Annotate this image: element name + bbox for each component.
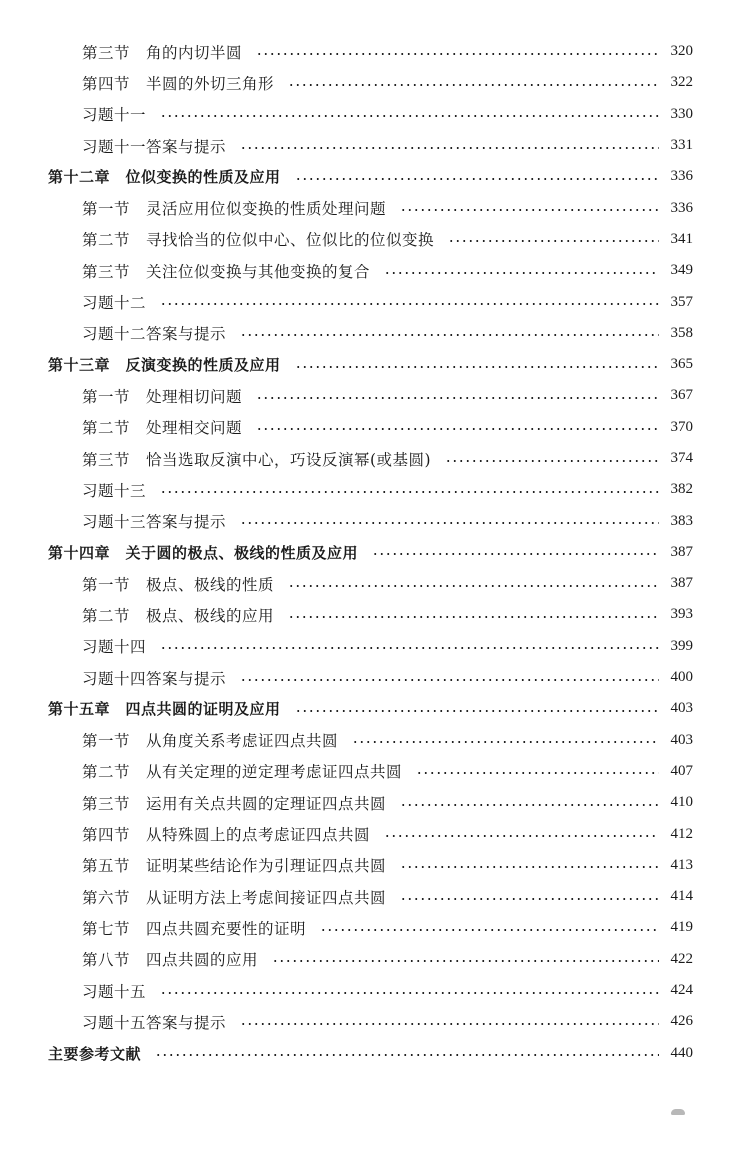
- toc-page-number: 414: [670, 888, 693, 905]
- toc-entry-title: 第一节 极点、极线的性质: [82, 575, 275, 594]
- toc-section-entry[interactable]: [0, 912, 743, 943]
- toc-entry-title: 习题十二: [82, 294, 147, 313]
- toc-entry-title: 第三节 运用有关点共圆的定理证四点共圆: [82, 794, 387, 813]
- dot-leader: [160, 491, 659, 493]
- toc-section-entry[interactable]: [0, 192, 743, 223]
- toc-entry-title: 第五节 证明某些结论作为引理证四点共圆: [82, 857, 387, 876]
- toc-page-number: 413: [670, 856, 693, 873]
- toc-entry-title: 第二节 处理相交问题: [82, 419, 243, 438]
- toc-page-number: 336: [670, 199, 693, 216]
- toc-page-number: 374: [670, 450, 693, 466]
- toc-section-entry[interactable]: [0, 99, 743, 130]
- toc-chapter-entry[interactable]: [0, 693, 743, 724]
- toc-entry-title: 第十二章 位似变换的性质及应用: [48, 168, 281, 187]
- toc-entry-title: 习题十三: [82, 481, 147, 500]
- dot-leader: [295, 710, 659, 712]
- dot-leader: [160, 303, 659, 305]
- toc-section-entry[interactable]: [0, 818, 743, 849]
- toc-section-entry[interactable]: [0, 850, 743, 881]
- dot-leader: [445, 460, 659, 462]
- toc-page-number: 399: [670, 637, 693, 654]
- toc-section-entry[interactable]: [0, 130, 743, 161]
- toc-page-number: 330: [670, 105, 693, 122]
- toc-section-entry[interactable]: [0, 881, 743, 912]
- toc-section-entry[interactable]: [0, 224, 743, 255]
- toc-entry-title: 第二节 极点、极线的应用: [82, 606, 275, 625]
- toc-page-number: 358: [670, 324, 693, 341]
- dot-leader: [400, 209, 659, 211]
- toc-chapter-entry[interactable]: [0, 161, 743, 192]
- dot-leader: [160, 115, 659, 117]
- toc-entry-title: 第二节 寻找恰当的位似中心、位似比的位似变换: [82, 231, 435, 250]
- toc-section-entry[interactable]: [0, 599, 743, 630]
- dot-leader: [400, 804, 659, 806]
- dot-leader: [295, 178, 659, 180]
- toc-page-number: 322: [670, 74, 693, 91]
- toc-section-entry[interactable]: [0, 975, 743, 1006]
- toc-section-entry[interactable]: [0, 568, 743, 599]
- toc-page-number: 370: [670, 418, 693, 435]
- toc-section-entry[interactable]: [0, 662, 743, 693]
- toc-page-number: 424: [670, 982, 693, 999]
- toc-section-entry[interactable]: [0, 787, 743, 818]
- toc-section-entry[interactable]: [0, 286, 743, 317]
- toc-section-entry[interactable]: [0, 756, 743, 787]
- dot-leader: [240, 1023, 659, 1025]
- toc-section-entry[interactable]: [0, 412, 743, 443]
- toc-entry-title: 习题十五答案与提示: [82, 1013, 227, 1032]
- toc-section-entry[interactable]: [0, 36, 743, 67]
- toc-chapter-entry[interactable]: [0, 1038, 743, 1069]
- toc-section-entry[interactable]: [0, 725, 743, 756]
- toc-page-number: 410: [670, 794, 693, 811]
- toc-page-number: 320: [670, 43, 693, 60]
- toc-entry-title: 习题十四答案与提示: [82, 669, 227, 688]
- toc-page-number: 331: [670, 137, 693, 154]
- toc-section-entry[interactable]: [0, 1006, 743, 1037]
- toc-entry-title: 第十三章 反演变换的性质及应用: [48, 356, 281, 375]
- toc-page-number: 349: [670, 262, 693, 279]
- toc-section-entry[interactable]: [0, 255, 743, 286]
- dot-leader: [272, 960, 659, 962]
- dot-leader: [288, 585, 659, 587]
- toc-entry-title: 第一节 从角度关系考虑证四点共圆: [82, 732, 339, 751]
- dot-leader: [400, 898, 659, 900]
- toc-entry-title: 习题十五: [82, 982, 147, 1001]
- dot-leader: [240, 334, 659, 336]
- toc-entry-title: 习题十二答案与提示: [82, 325, 227, 344]
- toc-page-number: 440: [670, 1044, 693, 1061]
- toc-page-number: 341: [670, 230, 693, 247]
- toc-entry-title: 第三节 恰当选取反演中心，巧设反演幂(或基圆): [82, 450, 432, 469]
- dot-leader: [384, 272, 659, 274]
- toc-page-number: 357: [670, 293, 693, 310]
- toc-entry-title: 第六节 从证明方法上考虑间接证四点共圆: [82, 888, 387, 907]
- toc-section-entry[interactable]: [0, 505, 743, 536]
- toc-page-number: 365: [670, 356, 693, 373]
- toc-chapter-entry[interactable]: [0, 349, 743, 380]
- page-corner-mark: [671, 1109, 685, 1115]
- toc-entry-title: 第四节 半圆的外切三角形: [82, 74, 275, 93]
- toc-page-number: 426: [670, 1013, 693, 1030]
- dot-leader: [160, 647, 659, 649]
- toc-page-number: 407: [670, 762, 693, 779]
- toc-page-number: 387: [670, 543, 693, 560]
- toc-section-entry[interactable]: [0, 631, 743, 662]
- toc-section-entry[interactable]: [0, 67, 743, 98]
- toc-entry-title: 第一节 灵活应用位似变换的性质处理问题: [82, 200, 387, 219]
- dot-leader: [155, 1054, 659, 1056]
- toc-entry-title: 第十四章 关于圆的极点、极线的性质及应用: [48, 543, 359, 562]
- toc-entry-title: 习题十三答案与提示: [82, 513, 227, 532]
- dot-leader: [295, 366, 659, 368]
- toc-page-number: 419: [670, 919, 693, 936]
- dot-leader: [372, 553, 659, 555]
- toc-entry-title: 第七节 四点共圆充要性的证明: [82, 919, 307, 938]
- toc-section-entry[interactable]: [0, 474, 743, 505]
- toc-entry-title: 习题十一答案与提示: [82, 137, 227, 156]
- toc-page-number: 387: [670, 575, 693, 592]
- toc-page-number: 403: [670, 731, 693, 748]
- toc-section-entry[interactable]: [0, 443, 743, 474]
- toc-entry-title: 第三节 角的内切半圆: [82, 43, 243, 62]
- dot-leader: [240, 522, 659, 524]
- toc-chapter-entry[interactable]: [0, 537, 743, 568]
- toc-page-number: 383: [670, 512, 693, 529]
- dot-leader: [240, 147, 659, 149]
- toc-page-number: 393: [670, 606, 693, 623]
- toc-entry-title: 第三节 关注位似变换与其他变换的复合: [82, 262, 371, 281]
- dot-leader: [352, 741, 659, 743]
- dot-leader: [400, 866, 659, 868]
- dot-leader: [288, 616, 659, 618]
- table-of-contents: [0, 36, 743, 1069]
- toc-entry-title: 第八节 四点共圆的应用: [82, 951, 259, 970]
- toc-entry-title: 习题十四: [82, 638, 147, 657]
- toc-section-entry[interactable]: [0, 944, 743, 975]
- dot-leader: [160, 992, 659, 994]
- toc-section-entry[interactable]: [0, 318, 743, 349]
- toc-entry-title: 第四节 从特殊圆上的点考虑证四点共圆: [82, 826, 371, 845]
- toc-entry-title: 第十五章 四点共圆的证明及应用: [48, 700, 281, 719]
- dot-leader: [256, 53, 659, 55]
- toc-entry-title: 第一节 处理相切问题: [82, 387, 243, 406]
- toc-page-number: 403: [670, 700, 693, 717]
- dot-leader: [256, 397, 659, 399]
- dot-leader: [448, 240, 659, 242]
- toc-page-number: 382: [670, 481, 693, 498]
- toc-page-number: 367: [670, 387, 693, 404]
- dot-leader: [416, 772, 659, 774]
- dot-leader: [288, 84, 659, 86]
- toc-page-number: 400: [670, 669, 693, 686]
- toc-entry-title: 主要参考文献: [48, 1044, 142, 1063]
- toc-page-number: 412: [670, 825, 693, 842]
- toc-page-number: 336: [670, 168, 693, 185]
- toc-entry-title: 第二节 从有关定理的逆定理考虑证四点共圆: [82, 763, 403, 782]
- toc-entry-title: 习题十一: [82, 106, 147, 125]
- dot-leader: [240, 679, 659, 681]
- toc-page-number: 422: [670, 950, 693, 967]
- dot-leader: [256, 428, 659, 430]
- toc-section-entry[interactable]: [0, 380, 743, 411]
- dot-leader: [320, 929, 659, 931]
- dot-leader: [384, 835, 659, 837]
